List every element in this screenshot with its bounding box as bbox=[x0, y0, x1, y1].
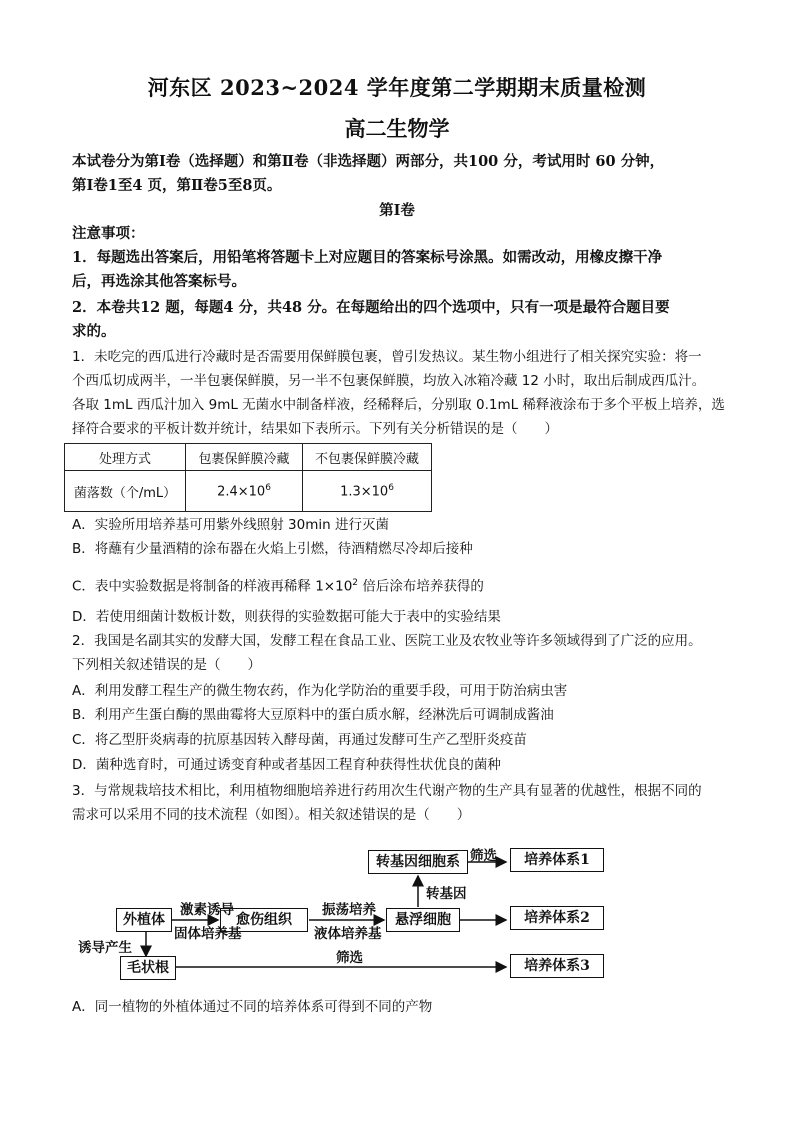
table-row-label: 菌落数（个/mL） bbox=[65, 471, 186, 512]
q1-option-c-text: C．表中实验数据是将制备的样液再稀释 1×10 bbox=[72, 578, 353, 595]
label-transgene: 转基因 bbox=[426, 886, 467, 902]
q2-option-b: B．利用产生蛋白酶的黑曲霉将大豆原料中的蛋白质水解，经淋洗后可调制成酱油 bbox=[72, 707, 554, 723]
q1-line-2: 个西瓜切成两半，一半包裹保鲜膜，另一半不包裹保鲜膜，均放入冰箱冷藏 12 小时，取出后制成西瓜汁。 bbox=[72, 373, 706, 389]
callus-box: 愈伤组织 bbox=[220, 908, 308, 932]
note-1-line-1: 1．每题选出答案后，用铅笔将答题卡上对应题目的答案标号涂黑。如需改动，用橡皮擦干净 bbox=[72, 249, 663, 266]
label-hormone-induction: 激素诱导 bbox=[180, 902, 234, 918]
table-row bbox=[65, 471, 432, 512]
table-value-exponent: 6 bbox=[265, 482, 271, 493]
table-cell bbox=[303, 471, 432, 512]
section-heading: 第Ⅰ卷 bbox=[379, 202, 415, 219]
q1-line-3: 各取 1mL 西瓜汁加入 9mL 无菌水中制备样液，经稀释后，分别取 0.1mL 稀释液涂布于多个平板上培养，选 bbox=[72, 397, 725, 413]
q1-option-c-exponent: 2 bbox=[352, 578, 359, 588]
table-cell bbox=[186, 471, 303, 512]
q1-line-1: 1．未吃完的西瓜进行冷藏时是否需要用保鲜膜包裹，曾引发热议。某生物小组进行了相关探究实验：将一 bbox=[72, 349, 702, 365]
q1-data-table bbox=[64, 443, 432, 512]
suspension-cells-box: 悬浮细胞 bbox=[386, 908, 460, 932]
q3-line-1: 3．与常规栽培技术相比，利用植物细胞培养进行药用次生代谢产物的生产具有显著的优越性，根据不同的 bbox=[72, 783, 702, 799]
explant-box: 外植体 bbox=[116, 908, 172, 932]
q3-option-a: A．同一植物的外植体通过不同的培养体系可得到不同的产物 bbox=[72, 999, 433, 1015]
table-header-cell: 处理方式 bbox=[65, 444, 186, 471]
label-shaking-culture: 振荡培养 bbox=[322, 902, 376, 918]
table-header-cell: 包裹保鲜膜冷藏 bbox=[186, 444, 303, 471]
note-2-line-2: 求的。 bbox=[72, 323, 116, 340]
table-value: 2.4×10 bbox=[217, 484, 266, 500]
note-1-line-2: 后，再选涂其他答案标号。 bbox=[72, 273, 246, 290]
q1-option-c-tail: 倍后涂布培养获得的 bbox=[358, 578, 484, 595]
table-header-row bbox=[65, 444, 432, 471]
q2-option-d: D．菌种选育时，可通过诱变育种或者基因工程育种获得性状优良的菌种 bbox=[72, 757, 501, 773]
intro-line-2: 第Ⅰ卷1至4 页，第Ⅱ卷5至8页。 bbox=[72, 177, 282, 194]
notes-heading: 注意事项： bbox=[72, 225, 145, 242]
q1-option-c bbox=[72, 572, 732, 598]
q2-option-a: A．利用发酵工程生产的微生物农药，作为化学防治的重要手段，可用于防治病虫害 bbox=[72, 683, 568, 699]
culture-system-1-box: 培养体系1 bbox=[510, 848, 604, 872]
q1-line-4: 择符合要求的平板计数并统计，结果如下表所示。下列有关分析错误的是（ ） bbox=[72, 421, 558, 437]
q1-option-d: D．若使用细菌计数板计数，则获得的实验数据可能大于表中的实验结果 bbox=[72, 609, 501, 625]
q3-line-2: 需求可以采用不同的技术流程（如图）。相关叙述错误的是（ ） bbox=[72, 807, 471, 823]
transgenic-cell-line-box: 转基因细胞系 bbox=[368, 850, 468, 874]
q2-line-2: 下列相关叙述错误的是（ ） bbox=[72, 657, 261, 673]
note-2-line-1: 2．本卷共12 题，每题4 分，共48 分。在每题给出的四个选项中，只有一项是最符合题目要 bbox=[72, 299, 670, 316]
label-screening-1: 筛选 bbox=[470, 848, 497, 864]
exam-title: 河东区 2023~2024 学年度第二学期期末质量检测 bbox=[147, 75, 647, 100]
table-value-exponent: 6 bbox=[388, 482, 394, 493]
intro-line-1: 本试卷分为第Ⅰ卷（选择题）和第Ⅱ卷（非选择题）两部分，共100 分，考试用时 60 分钟， bbox=[72, 153, 665, 170]
label-liquid-medium: 液体培养基 bbox=[314, 926, 382, 942]
q1-option-b: B．将蘸有少量酒精的涂布器在火焰上引燃，待酒精燃尽冷却后接种 bbox=[72, 541, 473, 557]
label-screening-2: 筛选 bbox=[336, 950, 363, 966]
label-solid-medium: 固体培养基 bbox=[174, 926, 242, 942]
q1-option-a: A．实验所用培养基可用紫外线照射 30min 进行灭菌 bbox=[72, 517, 389, 533]
exam-subject: 高二生物学 bbox=[344, 116, 450, 141]
table-header-cell: 不包裹保鲜膜冷藏 bbox=[303, 444, 432, 471]
q2-line-1: 2．我国是名副其实的发酵大国，发酵工程在食品工业、医院工业及农牧业等许多领域得到了广泛的应用。 bbox=[72, 633, 702, 649]
culture-system-3-box: 培养体系3 bbox=[510, 954, 604, 978]
q3-flow-diagram bbox=[72, 834, 612, 984]
table-value: 1.3×10 bbox=[340, 484, 389, 500]
label-induction: 诱导产生 bbox=[78, 940, 132, 956]
culture-system-2-box: 培养体系2 bbox=[510, 906, 604, 930]
hairy-root-box: 毛状根 bbox=[120, 956, 176, 980]
q2-option-c: C．将乙型肝炎病毒的抗原基因转入酵母菌，再通过发酵可生产乙型肝炎疫苗 bbox=[72, 732, 527, 748]
